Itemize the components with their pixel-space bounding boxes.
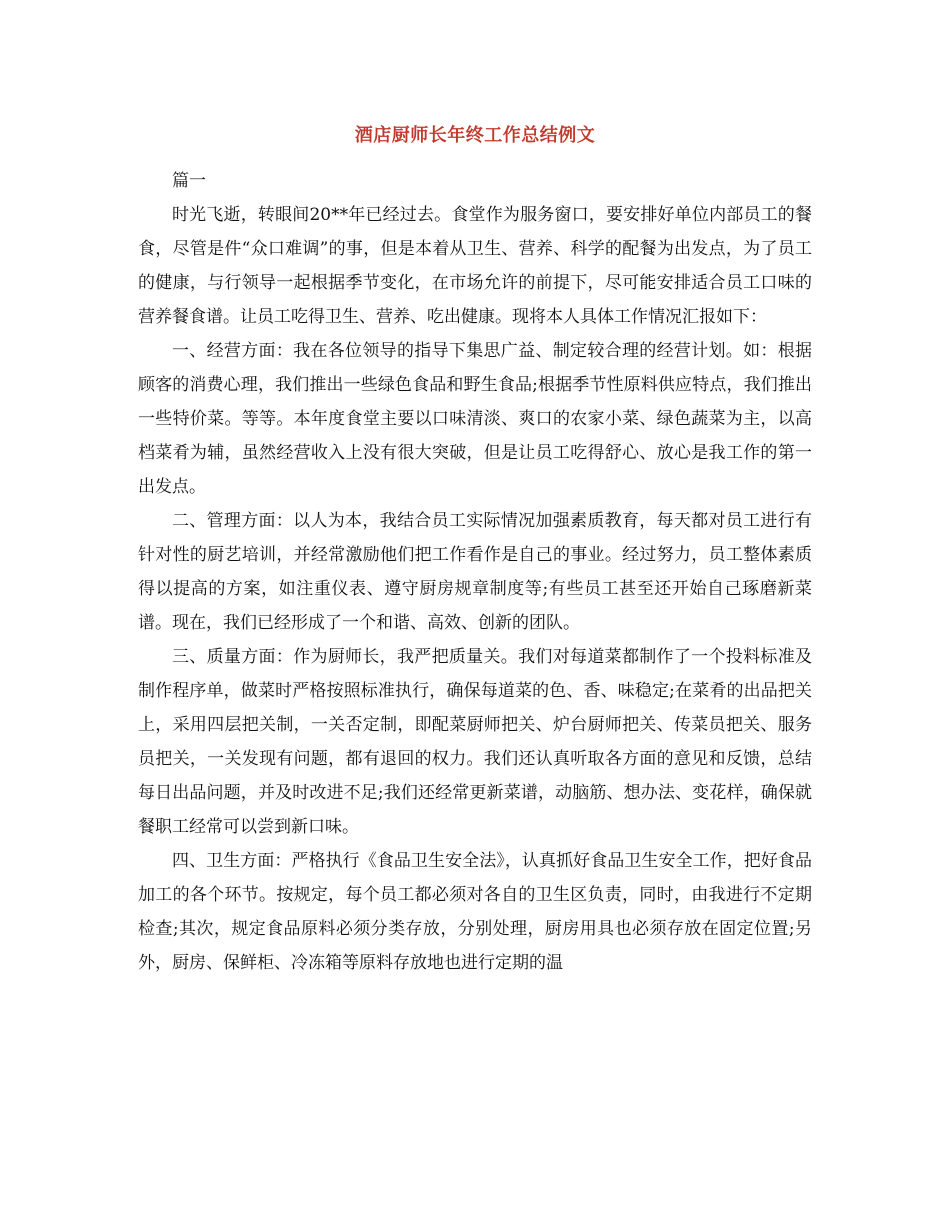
paragraph-management: 二、管理方面：以人为本，我结合员工实际情况加强素质教育，每天都对员工进行有针对性的厨艺培训，并经常激励他们把工作看作是自己的事业。经过努力，员工整体素质得以提高的方案，如注重仪表、遵守厨房规章制度等;有些员工甚至还开始自己琢磨新菜谱。现在，我们已经形成了一个和谐、高效、创新的团队。 <box>138 511 812 633</box>
document-title: 酒店厨师长年终工作总结例文 <box>354 125 596 146</box>
section-label: 篇一 <box>172 171 206 191</box>
paragraph-intro: 时光飞逝，转眼间20**年已经过去。食堂作为服务窗口，要安排好单位内部员工的餐食，尽管是件“众口难调”的事，但是本着从卫生、营养、科学的配餐为出发点，为了员工的健康，与行领导一起根据季节变化，在市场允许的前提下，尽可能安排适合员工口味的营养餐食谱。让员工吃得卫生、营养、吃出健康。现将本人具体工作情况汇报如下： <box>138 205 812 327</box>
paragraph-operations: 一、经营方面：我在各位领导的指导下集思广益、制定较合理的经营计划。如：根据顾客的消费心理，我们推出一些绿色食品和野生食品;根据季节性原料供应特点，我们推出一些特价菜。等等。本年度食堂主要以口味清淡、爽口的农家小菜、绿色蔬菜为主，以高档菜肴为辅，虽然经营收入上没有很大突破，但是让员工吃得舒心、放心是我工作的第一出发点。 <box>138 341 812 497</box>
paragraph-hygiene: 四、卫生方面：严格执行《食品卫生安全法》，认真抓好食品卫生安全工作，把好食品加工的各个环节。按规定，每个员工都必须对各自的卫生区负责，同时，由我进行不定期检查;其次，规定食品原料必须分类存放，分别处理，厨房用具也必须存放在固定位置;另外，厨房、保鲜柜、冷冻箱等原料存放地也进行定期的温 <box>138 851 812 973</box>
paragraph-quality: 三、质量方面：作为厨师长，我严把质量关。我们对每道菜都制作了一个投料标准及制作程序单，做菜时严格按照标准执行，确保每道菜的色、香、味稳定;在菜肴的出品把关上，采用四层把关制，一关否定制，即配菜厨师把关、炉台厨师把关、传菜员把关、服务员把关，一关发现有问题，都有退回的权力。我们还认真听取各方面的意见和反馈，总结每日出品问题，并及时改进不足;我们还经常更新菜谱，动脑筋、想办法、变花样，确保就餐职工经常可以尝到新口味。 <box>138 647 812 837</box>
document-body <box>138 164 812 980</box>
